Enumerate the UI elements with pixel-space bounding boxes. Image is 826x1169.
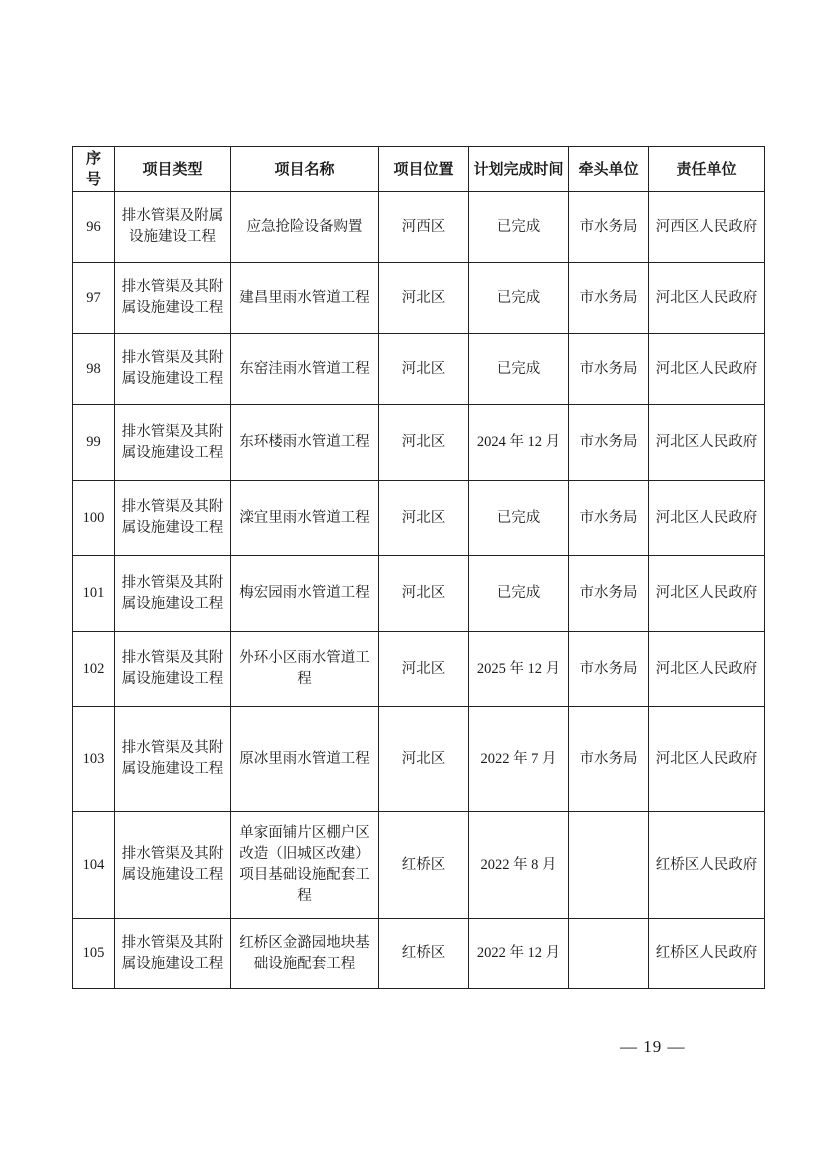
cell-lead: 市水务局	[569, 707, 649, 812]
table-row	[73, 632, 765, 707]
cell-location: 河北区	[379, 263, 469, 334]
cell-name: 红桥区金潞园地块基础设施配套工程	[231, 919, 379, 989]
cell-name: 东环楼雨水管道工程	[231, 405, 379, 481]
cell-resp: 河北区人民政府	[649, 405, 765, 481]
cell-lead: 市水务局	[569, 632, 649, 707]
table-row	[73, 334, 765, 405]
table-row	[73, 812, 765, 919]
cell-type: 排水管渠及其附属设施建设工程	[115, 812, 231, 919]
table-row	[73, 707, 765, 812]
cell-lead: 市水务局	[569, 192, 649, 263]
cell-type: 排水管渠及其附属设施建设工程	[115, 919, 231, 989]
cell-time: 已完成	[469, 556, 569, 632]
cell-resp: 河北区人民政府	[649, 707, 765, 812]
cell-type: 排水管渠及附属设施建设工程	[115, 192, 231, 263]
table-row	[73, 263, 765, 334]
cell-time: 已完成	[469, 334, 569, 405]
cell-name: 建昌里雨水管道工程	[231, 263, 379, 334]
cell-name: 外环小区雨水管道工程	[231, 632, 379, 707]
project-table	[72, 146, 765, 989]
cell-lead: 市水务局	[569, 481, 649, 556]
cell-location: 红桥区	[379, 919, 469, 989]
cell-location: 河北区	[379, 334, 469, 405]
header-type: 项目类型	[115, 147, 231, 192]
cell-resp: 河北区人民政府	[649, 556, 765, 632]
cell-seq: 103	[73, 707, 115, 812]
table-header-row	[73, 147, 765, 192]
cell-name: 应急抢险设备购置	[231, 192, 379, 263]
cell-seq: 105	[73, 919, 115, 989]
cell-lead: 市水务局	[569, 556, 649, 632]
cell-lead: 市水务局	[569, 263, 649, 334]
cell-lead	[569, 919, 649, 989]
cell-location: 河北区	[379, 405, 469, 481]
cell-location: 河北区	[379, 707, 469, 812]
cell-type: 排水管渠及其附属设施建设工程	[115, 481, 231, 556]
cell-location: 河北区	[379, 556, 469, 632]
cell-lead: 市水务局	[569, 334, 649, 405]
cell-location: 河北区	[379, 632, 469, 707]
table-row	[73, 405, 765, 481]
cell-time: 2022 年 7 月	[469, 707, 569, 812]
cell-location: 河西区	[379, 192, 469, 263]
page-number: — 19 —	[620, 1037, 686, 1056]
table-row	[73, 192, 765, 263]
cell-location: 红桥区	[379, 812, 469, 919]
cell-type: 排水管渠及其附属设施建设工程	[115, 263, 231, 334]
cell-seq: 104	[73, 812, 115, 919]
cell-seq: 101	[73, 556, 115, 632]
header-seq: 序号	[73, 147, 115, 192]
cell-time: 已完成	[469, 481, 569, 556]
cell-name: 滦宜里雨水管道工程	[231, 481, 379, 556]
cell-seq: 99	[73, 405, 115, 481]
cell-resp: 红桥区人民政府	[649, 812, 765, 919]
cell-time: 2025 年 12 月	[469, 632, 569, 707]
cell-resp: 河北区人民政府	[649, 481, 765, 556]
cell-lead	[569, 812, 649, 919]
cell-lead: 市水务局	[569, 405, 649, 481]
cell-resp: 河北区人民政府	[649, 632, 765, 707]
cell-type: 排水管渠及其附属设施建设工程	[115, 556, 231, 632]
table-row	[73, 919, 765, 989]
table-row	[73, 481, 765, 556]
cell-time: 2022 年 8 月	[469, 812, 569, 919]
cell-seq: 98	[73, 334, 115, 405]
cell-name: 东窑洼雨水管道工程	[231, 334, 379, 405]
cell-type: 排水管渠及其附属设施建设工程	[115, 707, 231, 812]
cell-type: 排水管渠及其附属设施建设工程	[115, 632, 231, 707]
cell-name: 梅宏园雨水管道工程	[231, 556, 379, 632]
cell-seq: 96	[73, 192, 115, 263]
cell-resp: 河北区人民政府	[649, 263, 765, 334]
cell-seq: 97	[73, 263, 115, 334]
cell-type: 排水管渠及其附属设施建设工程	[115, 334, 231, 405]
cell-resp: 河西区人民政府	[649, 192, 765, 263]
cell-time: 2024 年 12 月	[469, 405, 569, 481]
table-row	[73, 556, 765, 632]
cell-time: 已完成	[469, 263, 569, 334]
header-lead: 牵头单位	[569, 147, 649, 192]
cell-name: 单家面铺片区棚户区改造（旧城区改建）项目基础设施配套工程	[231, 812, 379, 919]
cell-resp: 河北区人民政府	[649, 334, 765, 405]
header-name: 项目名称	[231, 147, 379, 192]
cell-seq: 100	[73, 481, 115, 556]
cell-seq: 102	[73, 632, 115, 707]
header-location: 项目位置	[379, 147, 469, 192]
cell-time: 已完成	[469, 192, 569, 263]
header-time: 计划完成时间	[469, 147, 569, 192]
cell-time: 2022 年 12 月	[469, 919, 569, 989]
cell-name: 原冰里雨水管道工程	[231, 707, 379, 812]
header-resp: 责任单位	[649, 147, 765, 192]
cell-location: 河北区	[379, 481, 469, 556]
cell-resp: 红桥区人民政府	[649, 919, 765, 989]
cell-type: 排水管渠及其附属设施建设工程	[115, 405, 231, 481]
